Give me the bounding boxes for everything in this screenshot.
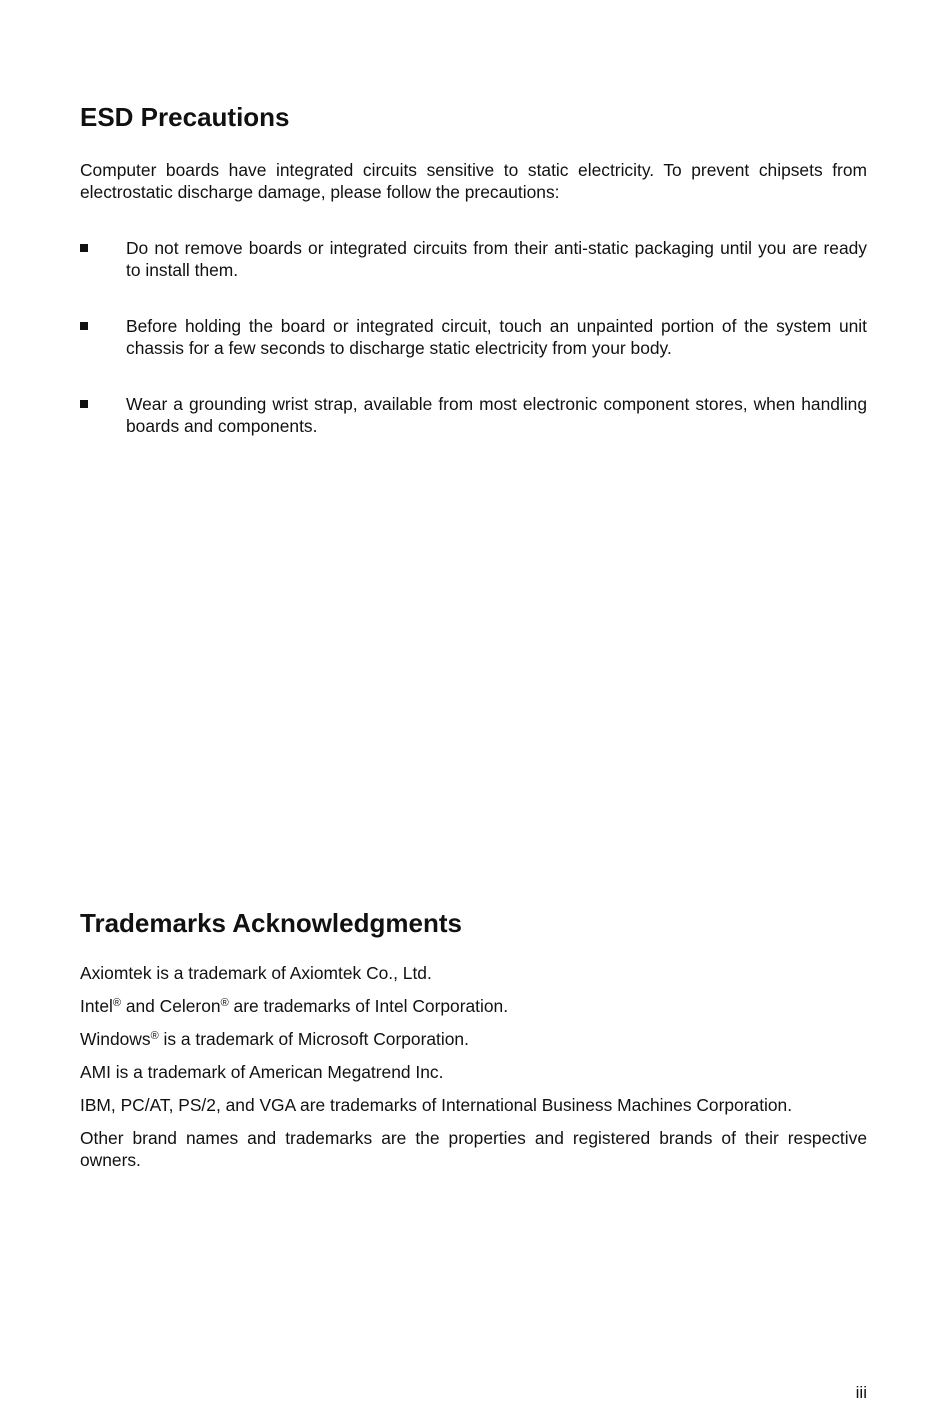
trademarks-list xyxy=(80,962,867,1182)
esd-precautions-list xyxy=(80,237,867,471)
trademark-other: Other brand names and trademarks are the properties and registered brands of their respective owners. xyxy=(80,1128,867,1170)
trademark-windows xyxy=(80,1028,867,1050)
trademarks-heading: Trademarks Acknowledgments xyxy=(80,908,462,938)
registered-mark: ® xyxy=(220,997,229,1009)
trademark-ami: AMI is a trademark of American Megatrend Inc. xyxy=(80,1062,444,1082)
trademark-text: is a trademark of Microsoft Corporation. xyxy=(158,1029,469,1049)
list-item-text: Do not remove boards or integrated circuits from their anti-static packaging until you are ready to install them. xyxy=(126,238,867,280)
esd-precautions-heading: ESD Precautions xyxy=(80,102,290,132)
esd-intro-paragraph: Computer boards have integrated circuits sensitive to static electricity. To prevent chipsets from electrostatic discharge damage, please follow the precautions: xyxy=(80,160,867,202)
square-bullet-icon xyxy=(80,244,88,252)
list-item xyxy=(80,393,867,437)
list-item xyxy=(80,315,867,359)
registered-mark: ® xyxy=(150,1030,159,1042)
trademark-text: Windows xyxy=(80,1029,151,1049)
trademark-ibm: IBM, PC/AT, PS/2, and VGA are trademarks of International Business Machines Corporation. xyxy=(80,1095,793,1115)
document-page xyxy=(80,0,867,1419)
list-item-text: Before holding the board or integrated circuit, touch an unpainted portion of the system unit chassis for a few seconds to discharge static electricity from your body. xyxy=(126,316,867,358)
list-item-text: Wear a grounding wrist strap, available from most electronic component stores, when handling boards and components. xyxy=(126,394,867,436)
square-bullet-icon xyxy=(80,400,88,408)
square-bullet-icon xyxy=(80,322,88,330)
trademark-text: Intel xyxy=(80,996,113,1016)
registered-mark: ® xyxy=(112,997,121,1009)
list-item xyxy=(80,237,867,281)
trademark-intel xyxy=(80,995,867,1017)
trademark-text: are trademarks of Intel Corporation. xyxy=(228,996,509,1016)
trademark-axiomtek: Axiomtek is a trademark of Axiomtek Co., Ltd. xyxy=(80,963,432,983)
page-number: iii xyxy=(855,1383,867,1402)
trademark-text: and Celeron xyxy=(120,996,221,1016)
